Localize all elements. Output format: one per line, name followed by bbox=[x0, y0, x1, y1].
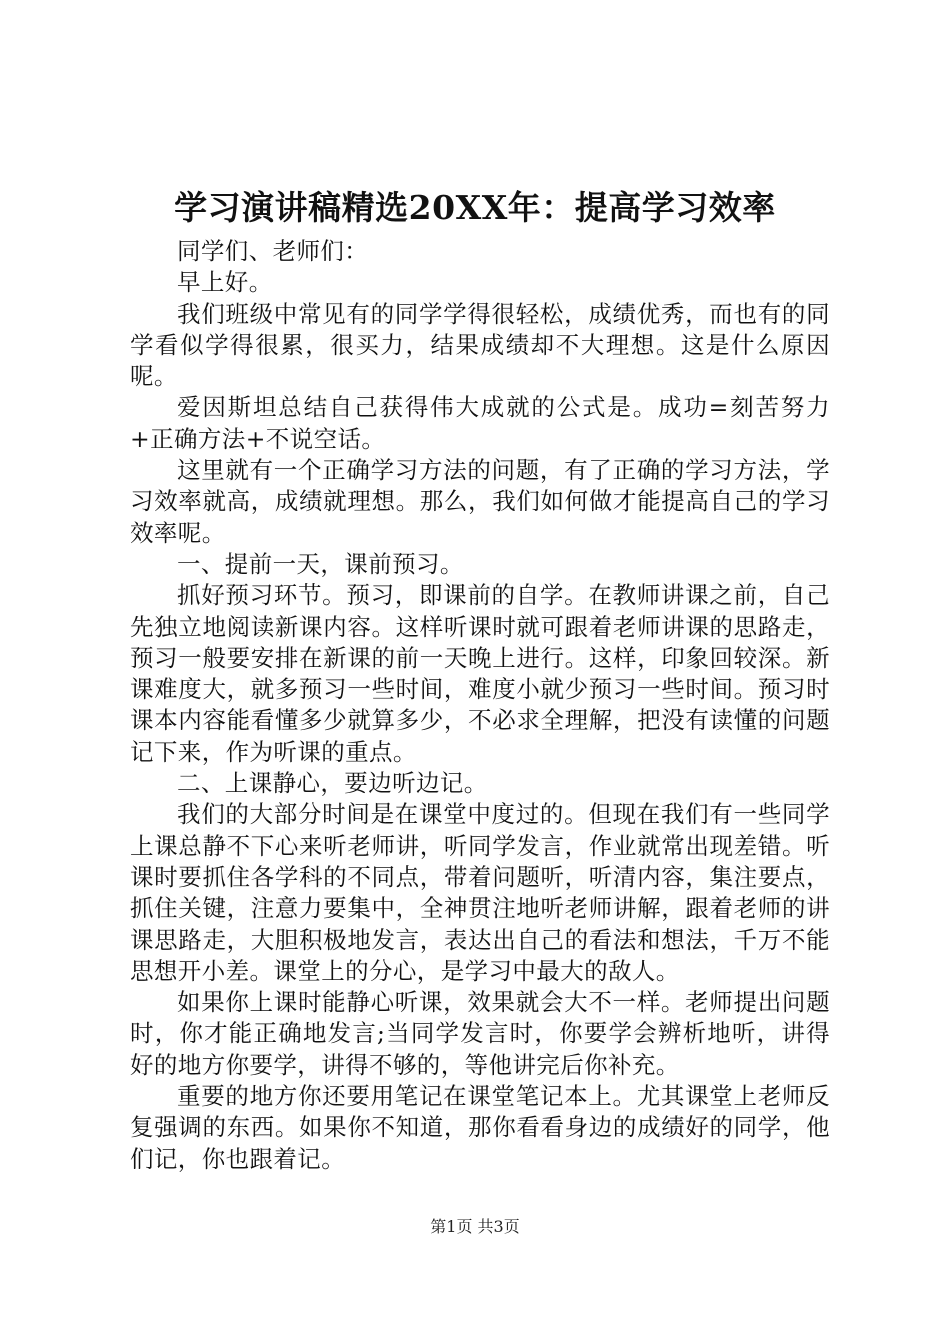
greeting-paragraph: 同学们、老师们： bbox=[177, 237, 369, 265]
body-paragraph: 我们的大部分时间是在课堂中度过的。但现在我们有一些同学上课总静不下心来听老师讲，听同学发言，作业就常出现差错。听课时要抓住各学科的不同点，带着问题听，听清内容，集注要点，抓住关键，注意力要集中，全神贯注地听老师讲解，跟着老师的讲课思路走，大胆积极地发言，表达出自己的看法和想法，千万不能思想开小差。课堂上的分心，是学习中最大的敌人。 bbox=[130, 800, 830, 985]
body-paragraph: 重要的地方你还要用笔记在课堂笔记本上。尤其课堂上老师反复强调的东西。如果你不知道，那你看看身边的成绩好的同学，他们记，你也跟着记。 bbox=[130, 1082, 830, 1173]
document-title: 学习演讲稿精选20XX年：提高学习效率 bbox=[174, 188, 776, 227]
body-paragraph: 抓好预习环节。预习，即课前的自学。在教师讲课之前，自己先独立地阅读新课内容。这样听课时就可跟着老师讲课的思路走，预习一般要安排在新课的前一天晚上进行。这样，印象回较深。新课难度大，就多预习一些时间，难度小就少预习一些时间。预习时课本内容能看懂多少就算多少，不必求全理解，把没有读懂的问题记下来，作为听课的重点。 bbox=[130, 581, 830, 766]
body-paragraph: 爱因斯坦总结自己获得伟大成就的公式是。成功=刻苦努力+正确方法+不说空话。 bbox=[130, 393, 830, 453]
body-paragraph: 如果你上课时能静心听课，效果就会大不一样。老师提出问题时，你才能正确地发言;当同学发言时，你要学会辨析地听，讲得好的地方你要学，讲得不够的，等他讲完后你补充。 bbox=[130, 988, 830, 1079]
section-heading: 二、上课静心，要边听边记。 bbox=[177, 769, 488, 798]
page-indicator: 第1页 共3页 bbox=[430, 1217, 520, 1236]
section-heading: 一、提前一天，课前预习。 bbox=[177, 549, 464, 578]
salutation-paragraph: 早上好。 bbox=[177, 268, 273, 297]
body-paragraph: 这里就有一个正确学习方法的问题，有了正确的学习方法，学习效率就高，成绩就理想。那么，我们如何做才能提高自己的学习效率呢。 bbox=[130, 456, 830, 547]
document-body bbox=[130, 236, 830, 1175]
body-paragraph: 我们班级中常见有的同学学得很轻松，成绩优秀，而也有的同学看似学得很累，很买力，结果成绩却不大理想。这是什么原因呢。 bbox=[130, 299, 830, 391]
